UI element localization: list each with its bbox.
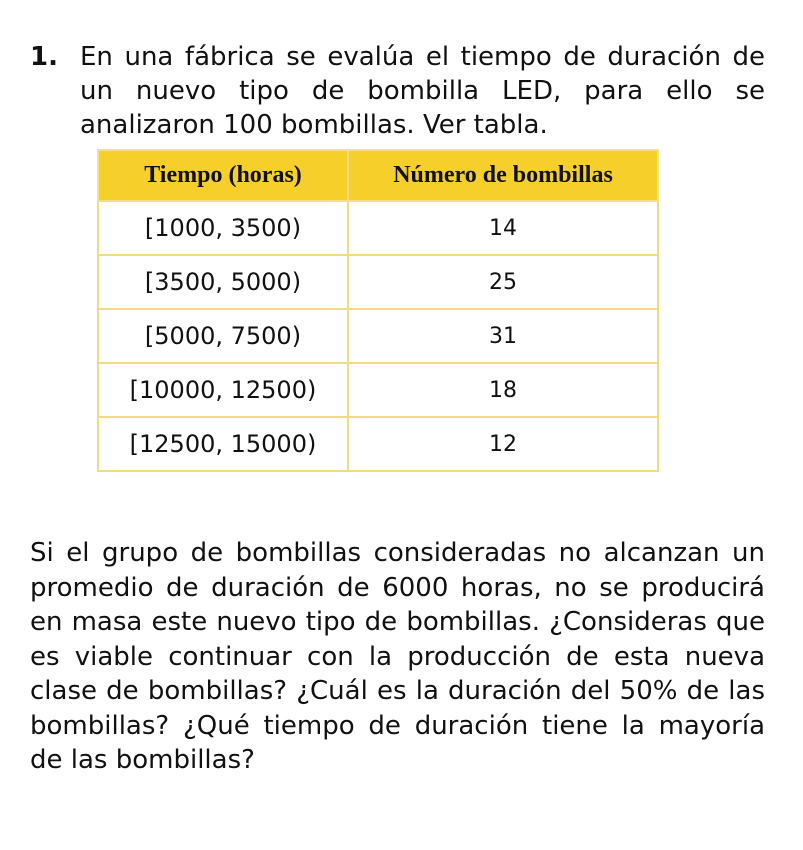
interval-cell: [1000, 3500) bbox=[98, 201, 348, 255]
question-text: Si el grupo de bombillas consideradas no alcanzan un promedio de duración de 6000 horas, no se producirá en masa este nuevo tipo de bombillas. ¿Consideras que es viable continuar con la producción de esta nueva clase de bombillas? ¿Cuál es la duración del 50% de las bombillas? ¿Qué tiempo de duración tiene la mayoría de las bombillas? bbox=[30, 538, 765, 775]
frequency-table bbox=[97, 149, 659, 472]
problem-number: 1. bbox=[30, 42, 58, 72]
table-header-row bbox=[98, 150, 658, 201]
table-row bbox=[98, 201, 658, 255]
table-row bbox=[98, 363, 658, 417]
table-row bbox=[98, 309, 658, 363]
interval-cell: [12500, 15000) bbox=[98, 417, 348, 471]
table-row bbox=[98, 255, 658, 309]
count-cell: 14 bbox=[348, 201, 658, 255]
count-cell: 31 bbox=[348, 309, 658, 363]
frequency-table-container bbox=[97, 149, 659, 472]
interval-cell: [3500, 5000) bbox=[98, 255, 348, 309]
header-time: Tiempo (horas) bbox=[98, 150, 348, 201]
interval-cell: [10000, 12500) bbox=[98, 363, 348, 417]
problem-intro-text: En una fábrica se evalúa el tiempo de duración de un nuevo tipo de bombilla LED, para ello se analizaron 100 bombillas. Ver tabla. bbox=[80, 42, 765, 140]
table-row bbox=[98, 417, 658, 471]
count-cell: 18 bbox=[348, 363, 658, 417]
interval-cell: [5000, 7500) bbox=[98, 309, 348, 363]
count-cell: 12 bbox=[348, 417, 658, 471]
problem-intro bbox=[30, 40, 765, 142]
count-cell: 25 bbox=[348, 255, 658, 309]
header-count: Número de bombillas bbox=[348, 150, 658, 201]
problem-statement bbox=[30, 40, 765, 142]
